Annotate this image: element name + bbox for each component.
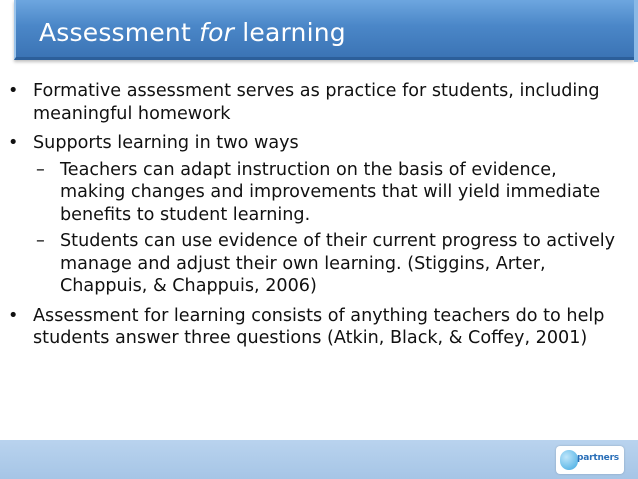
bullet-item-3 — [0, 305, 620, 350]
title-bar — [14, 0, 634, 60]
footer-bar — [0, 440, 638, 479]
slide-title — [39, 18, 346, 47]
title-part-1: Assessment — [39, 18, 200, 47]
title-part-3: learning — [234, 18, 346, 47]
bullet-marker: • — [8, 305, 19, 326]
sub-bullet-item-1 — [0, 159, 620, 227]
sub-bullet-text-1: Teachers can adapt instruction on the basis of evidence, making changes and improvements that will yield immediate benefits to student learning. — [60, 159, 601, 225]
bullet-text-3: Assessment for learning consists of anything teachers do to help students answer three questions (Atkin, Black, & Coffey, 2001) — [33, 305, 605, 348]
dash-marker: – — [36, 231, 45, 251]
title-edge-accent — [634, 0, 638, 62]
sub-bullet-text-2: Students can use evidence of their current progress to actively manage and adjust their own learning. (Stiggins, Arter, Chappuis, & Chappuis, 2006) — [60, 231, 616, 296]
logo-icon — [560, 450, 578, 470]
title-part-2-italic: for — [199, 18, 235, 47]
bullet-item-1 — [0, 80, 620, 125]
slide-body — [0, 80, 620, 357]
dash-marker: – — [36, 159, 45, 180]
bullet-marker: • — [8, 133, 19, 153]
sub-bullet-item-2 — [0, 230, 620, 298]
bullet-marker: • — [8, 81, 19, 101]
logo-text: partners — [577, 453, 619, 463]
bullet-item-2 — [0, 132, 620, 155]
bullet-text-2: Supports learning in two ways — [33, 133, 299, 153]
bullet-text-1: Formative assessment serves as practice for students, including meaningful homework — [33, 81, 600, 124]
partners-logo — [556, 446, 624, 474]
